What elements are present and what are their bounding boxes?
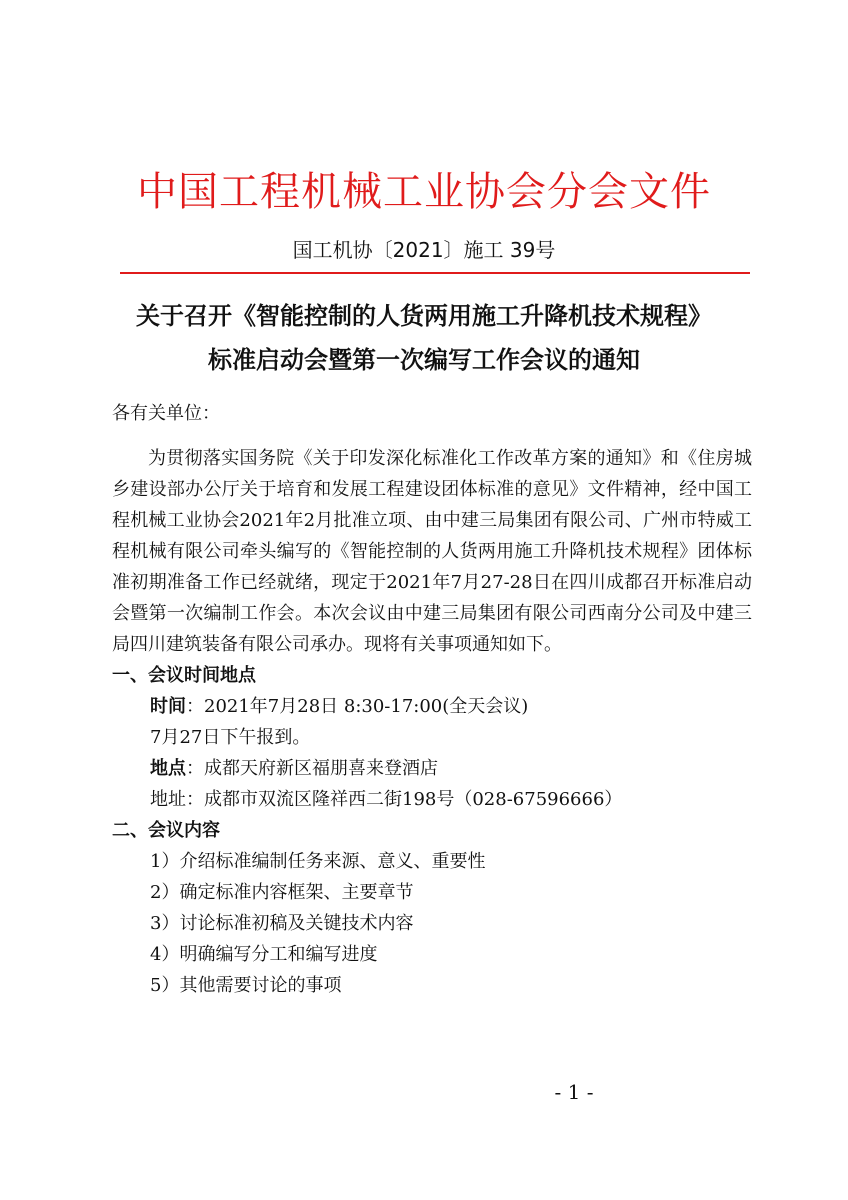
address-value: ：成都市双流区隆祥西二街198号（028-67596666） [186, 789, 623, 810]
notice-title-line1: 关于召开《智能控制的人货两用施工升降机技术规程》 [136, 302, 712, 330]
document-number: 国工机协〔2021〕施工 39号 [292, 238, 556, 262]
list-item: 5）其他需要讨论的事项 [150, 975, 342, 996]
meeting-time [112, 691, 752, 722]
place-value: ：成都天府新区福朋喜来登酒店 [186, 758, 438, 779]
section2-heading: 二、会议内容 [112, 820, 220, 841]
place-label: 地点 [150, 758, 186, 779]
meeting-address [112, 784, 752, 815]
list-item: 4）明确编写分工和编写进度 [150, 944, 378, 965]
list-item: 1）介绍标准编制任务来源、意义、重要性 [150, 851, 486, 872]
salutation: 各有关单位： [112, 403, 220, 424]
notice-body [112, 398, 752, 1001]
list-item: 2）确定标准内容框架、主要章节 [150, 882, 414, 903]
red-divider [120, 272, 750, 274]
time-label: 时间 [150, 696, 186, 717]
time-value: ：2021年7月28日 8:30-17:00(全天会议) [186, 696, 529, 717]
org-title: 中国工程机械工业协会分会文件 [137, 169, 711, 215]
section1-heading: 一、会议时间地点 [112, 665, 256, 686]
intro-paragraph: 为贯彻落实国务院《关于印发深化标准化工作改革方案的通知》和《住房城乡建设部办公厅关于培育和发展工程建设团体标准的意见》文件精神，经中国工程机械工业协会2021年2月批准立项、由中建三局集团有限公司、广州市特威工程机械有限公司牵头编写的《智能控制的人货两用施工升降机技术规程》团体标准初期准备工作已经就绪，现定于2021年7月27-28日在四川成都召开标准启动会暨第一次编制工作会。本次会议由中建三局集团有限公司西南分公司及中建三局四川建筑装备有限公司承办。现将有关事项通知如下。 [112, 448, 752, 655]
page-number: - 1 - [554, 1080, 594, 1104]
meeting-place [112, 753, 752, 784]
notice-title-line2: 标准启动会暨第一次编写工作会议的通知 [208, 346, 640, 374]
list-item: 3）讨论标准初稿及关键技术内容 [150, 913, 414, 934]
checkin-note: 7月27日下午报到。 [150, 727, 311, 748]
address-label: 地址 [150, 789, 186, 810]
